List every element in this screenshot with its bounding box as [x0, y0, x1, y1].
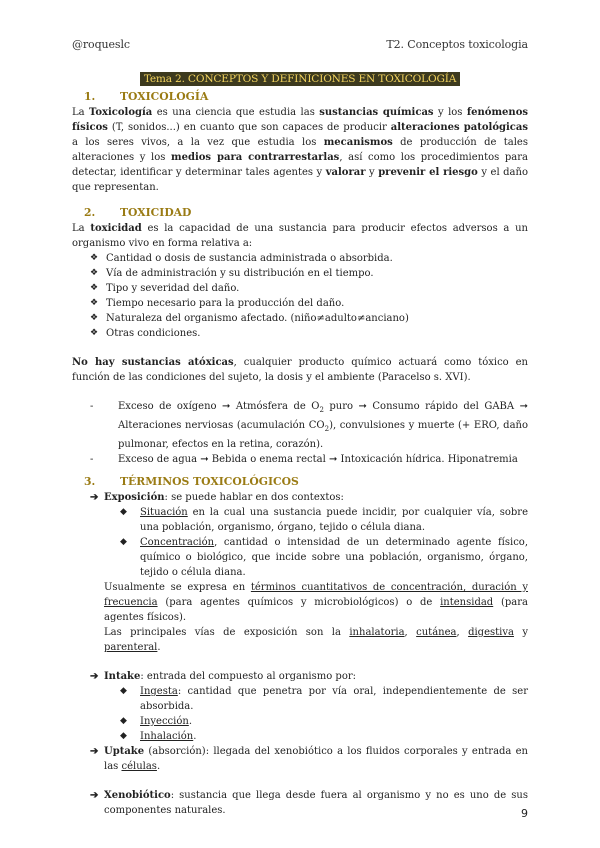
list-item: ◆ Inhalación.	[120, 731, 197, 742]
toxicidad-definition: La toxicidad es la capacidad de una sustancia para producir efectos adversos a un organismo vivo en forma relativa a:	[72, 223, 528, 249]
page-content	[72, 72, 528, 818]
diamond-bullet-icon: ❖	[90, 253, 99, 263]
diamond-icon: ◆	[120, 686, 127, 696]
page-title: Tema 2. CONCEPTOS Y DEFINICIONES EN TOXICOLOGÍA	[140, 72, 460, 86]
arrow-icon: ➔	[90, 492, 99, 503]
diamond-bullet-icon: ❖	[90, 313, 99, 323]
list-item: ❖ Naturaleza del organismo afectado. (niño≠adulto≠anciano)	[90, 313, 409, 324]
paracelso-note: No hay sustancias atóxicas, cualquier producto químico actuará como tóxico en función de las condiciones del sujeto, la dosis y el ambiente (Paracelso s. XVI).	[72, 357, 528, 383]
list-item: ❖ Tiempo necesario para la producción del daño.	[90, 298, 345, 309]
diamond-icon: ◆	[120, 716, 127, 726]
diamond-icon: ◆	[120, 507, 127, 517]
list-item: - Exceso de agua ➞ Bebida o enema rectal ➞ Intoxicación hídrica. Hiponatremia	[90, 454, 518, 465]
header-topic: T2. Conceptos toxicologia	[386, 38, 528, 51]
diamond-bullet-icon: ❖	[90, 328, 99, 338]
exposicion-routes: Las principales vías de exposición son la inhalatoria, cutánea, digestiva y parenteral.	[104, 627, 529, 653]
page-number: 9	[521, 807, 528, 820]
list-item: ◆ Situación en la cual una sustancia puede incidir, por cualquier vía, sobre una población, organismo, órgano, tejido o célula diana.	[120, 507, 528, 533]
list-item: ◆ Inyección.	[120, 716, 193, 727]
section-heading-toxicologia: 1. TOXICOLOGÍA	[84, 90, 209, 103]
list-item: ◆ Ingesta: cantidad que penetra por vía oral, independientemente de ser absorbida.	[120, 686, 528, 712]
arrow-icon: ➔	[90, 671, 99, 682]
list-item: ❖ Otras condiciones.	[90, 328, 201, 339]
list-item: ❖ Tipo y severidad del daño.	[90, 283, 240, 294]
section-heading-toxicidad: 2. TOXICIDAD	[84, 206, 192, 219]
section-heading-terminos: 3. TÉRMINOS TOXICOLÓGICOS	[84, 475, 299, 488]
diamond-bullet-icon: ❖	[90, 283, 99, 293]
diamond-bullet-icon: ❖	[90, 298, 99, 308]
header-author: @roqueslc	[72, 38, 130, 51]
exposicion-contexts	[104, 505, 528, 580]
term-exposicion: ➔ Exposición: se puede hablar en dos contextos: ◆ Situación en la cual una sustancia puede incidir, por cualquier vía, sobre una población, organismo, órgano, tejido o célula diana. ◆ Concentración, cantidad o intensidad de un determinado agente físico, químico o biológico, que incide sobre una población, organismo, órgano, tejido o célula diana. Usualmente se expresa en términos cuantitativos de concentración, duración y frecuencia (para agentes químicos y microbiológicos) o de intensidad (para agentes físicos). Las principales vías de exposición son la inhalatoria, cutánea, digestiva y parenteral.	[90, 492, 529, 653]
toxicologia-definition: La Toxicología es una ciencia que estudia las sustancias químicas y los fenómenos físicos (T, sonidos...) en cuanto que son capaces de producir alteraciones patológicas a los seres vivos, a la vez que estudia los mecanismos de producción de tales alteraciones y los medios para contrarrestarlas, así como los procedimientos para detectar, identificar y determinar tales agentes y valorar y prevenir el riesgo y el daño que representan.	[72, 107, 529, 193]
term-intake: ➔ Intake: entrada del compuesto al organismo por: ◆ Ingesta: cantidad que penetra por vía oral, independientemente de ser absorbida. ◆ Inyección. ◆ Inhalación.	[90, 671, 528, 742]
toxicidad-factors-list	[72, 251, 528, 341]
intake-routes	[104, 684, 528, 744]
term-xenobiotico: ➔ Xenobiótico: sustancia que llega desde fuera al organismo y no es uno de sus componentes naturales.	[90, 790, 528, 816]
terms-list	[72, 490, 528, 655]
list-item: ❖ Cantidad o dosis de sustancia administrada o absorbida.	[90, 253, 393, 264]
list-item: ❖ Vía de administración y su distribución en el tiempo.	[90, 268, 374, 279]
list-item: ◆ Concentración, cantidad o intensidad de un determinado agente físico, químico o biológico, que incide sobre una población, organismo, órgano, tejido o célula diana.	[120, 537, 528, 578]
arrow-icon: ➔	[90, 746, 99, 757]
exposicion-units: Usualmente se expresa en términos cuantitativos de concentración, duración y frecuencia (para agentes químicos y microbiológicos) o de intensidad (para agentes físicos).	[104, 582, 529, 623]
diamond-icon: ◆	[120, 537, 127, 547]
list-item: - Exceso de oxígeno ➞ Atmósfera de $O_2$ puro ➞ Consumo rápido del GABA ➞ Alteraciones nerviosas (acumulación $CO_2$), convulsiones y muerte (+ ERO, daño pulmonar, efectos en la retina, corazón).	[90, 401, 528, 450]
diamond-icon: ◆	[120, 731, 127, 741]
diamond-bullet-icon: ❖	[90, 268, 99, 278]
arrow-icon: ➔	[90, 790, 99, 801]
examples-list	[72, 399, 528, 467]
term-uptake: ➔ Uptake (absorción): llegada del xenobiótico a los fluidos corporales y entrada en las células.	[90, 746, 528, 772]
